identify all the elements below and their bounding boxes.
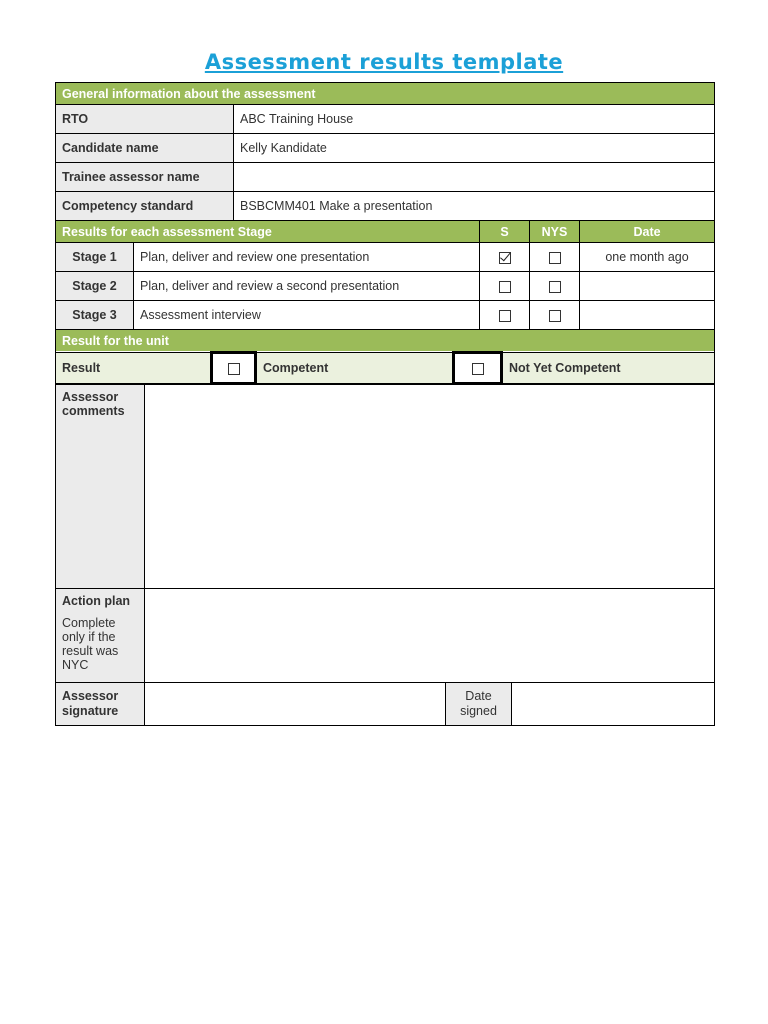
competent-checkbox[interactable] bbox=[228, 363, 240, 375]
rto-label: RTO bbox=[56, 105, 234, 134]
table-row bbox=[56, 272, 715, 301]
stage-1-date[interactable]: one month ago bbox=[580, 243, 715, 272]
assessment-form bbox=[55, 82, 714, 726]
stage-2-label: Stage 2 bbox=[56, 272, 134, 301]
assessor-comments-label: Assessor comments bbox=[56, 385, 145, 589]
stage-2-nys-checkbox[interactable] bbox=[549, 281, 561, 293]
action-plan-cell bbox=[56, 589, 145, 683]
date-signed-label: Date signed bbox=[446, 683, 512, 726]
assessor-section-table bbox=[55, 384, 715, 726]
assessor-signature-label: Assessor signature bbox=[56, 683, 145, 726]
table-row bbox=[56, 301, 715, 330]
stage-2-s-checkbox[interactable] bbox=[499, 281, 511, 293]
stages-header: Results for each assessment Stage bbox=[56, 221, 480, 243]
stage-3-s-checkbox[interactable] bbox=[499, 310, 511, 322]
assessor-signature-field[interactable] bbox=[145, 683, 446, 726]
unit-result-header: Result for the unit bbox=[56, 330, 715, 353]
not-yet-competent-label: Not Yet Competent bbox=[502, 353, 715, 384]
candidate-name-field[interactable]: Kelly Kandidate bbox=[234, 134, 715, 163]
stages-table bbox=[55, 220, 715, 330]
stage-1-s-checkbox[interactable] bbox=[499, 252, 511, 264]
general-info-header: General information about the assessment bbox=[56, 83, 715, 105]
stage-3-nys-checkbox[interactable] bbox=[549, 310, 561, 322]
action-plan-field[interactable] bbox=[145, 589, 715, 683]
page-title: Assessment results template bbox=[204, 50, 564, 74]
col-s-header: S bbox=[480, 221, 530, 243]
action-plan-label: Action plan bbox=[62, 594, 131, 608]
stage-1-desc: Plan, deliver and review one presentation bbox=[134, 243, 480, 272]
assessor-comments-field[interactable] bbox=[145, 385, 715, 589]
stage-3-desc: Assessment interview bbox=[134, 301, 480, 330]
competent-label: Competent bbox=[256, 353, 454, 384]
col-date-header: Date bbox=[580, 221, 715, 243]
result-label: Result bbox=[56, 353, 212, 384]
action-plan-note: Complete only if the result was NYC bbox=[62, 616, 119, 672]
table-row bbox=[56, 243, 715, 272]
date-signed-field[interactable] bbox=[512, 683, 715, 726]
candidate-name-label: Candidate name bbox=[56, 134, 234, 163]
col-nys-header: NYS bbox=[530, 221, 580, 243]
competency-standard-field[interactable]: BSBCMM401 Make a presentation bbox=[234, 192, 715, 221]
stage-2-desc: Plan, deliver and review a second presentation bbox=[134, 272, 480, 301]
competency-standard-label: Competency standard bbox=[56, 192, 234, 221]
stage-1-label: Stage 1 bbox=[56, 243, 134, 272]
general-info-table bbox=[55, 82, 715, 221]
stage-3-label: Stage 3 bbox=[56, 301, 134, 330]
not-yet-competent-checkbox[interactable] bbox=[472, 363, 484, 375]
stage-1-nys-checkbox[interactable] bbox=[549, 252, 561, 264]
stage-3-date[interactable] bbox=[580, 301, 715, 330]
trainee-assessor-label: Trainee assessor name bbox=[56, 163, 234, 192]
unit-result-table bbox=[55, 329, 715, 385]
trainee-assessor-field[interactable] bbox=[234, 163, 715, 192]
rto-field[interactable]: ABC Training House bbox=[234, 105, 715, 134]
stage-2-date[interactable] bbox=[580, 272, 715, 301]
